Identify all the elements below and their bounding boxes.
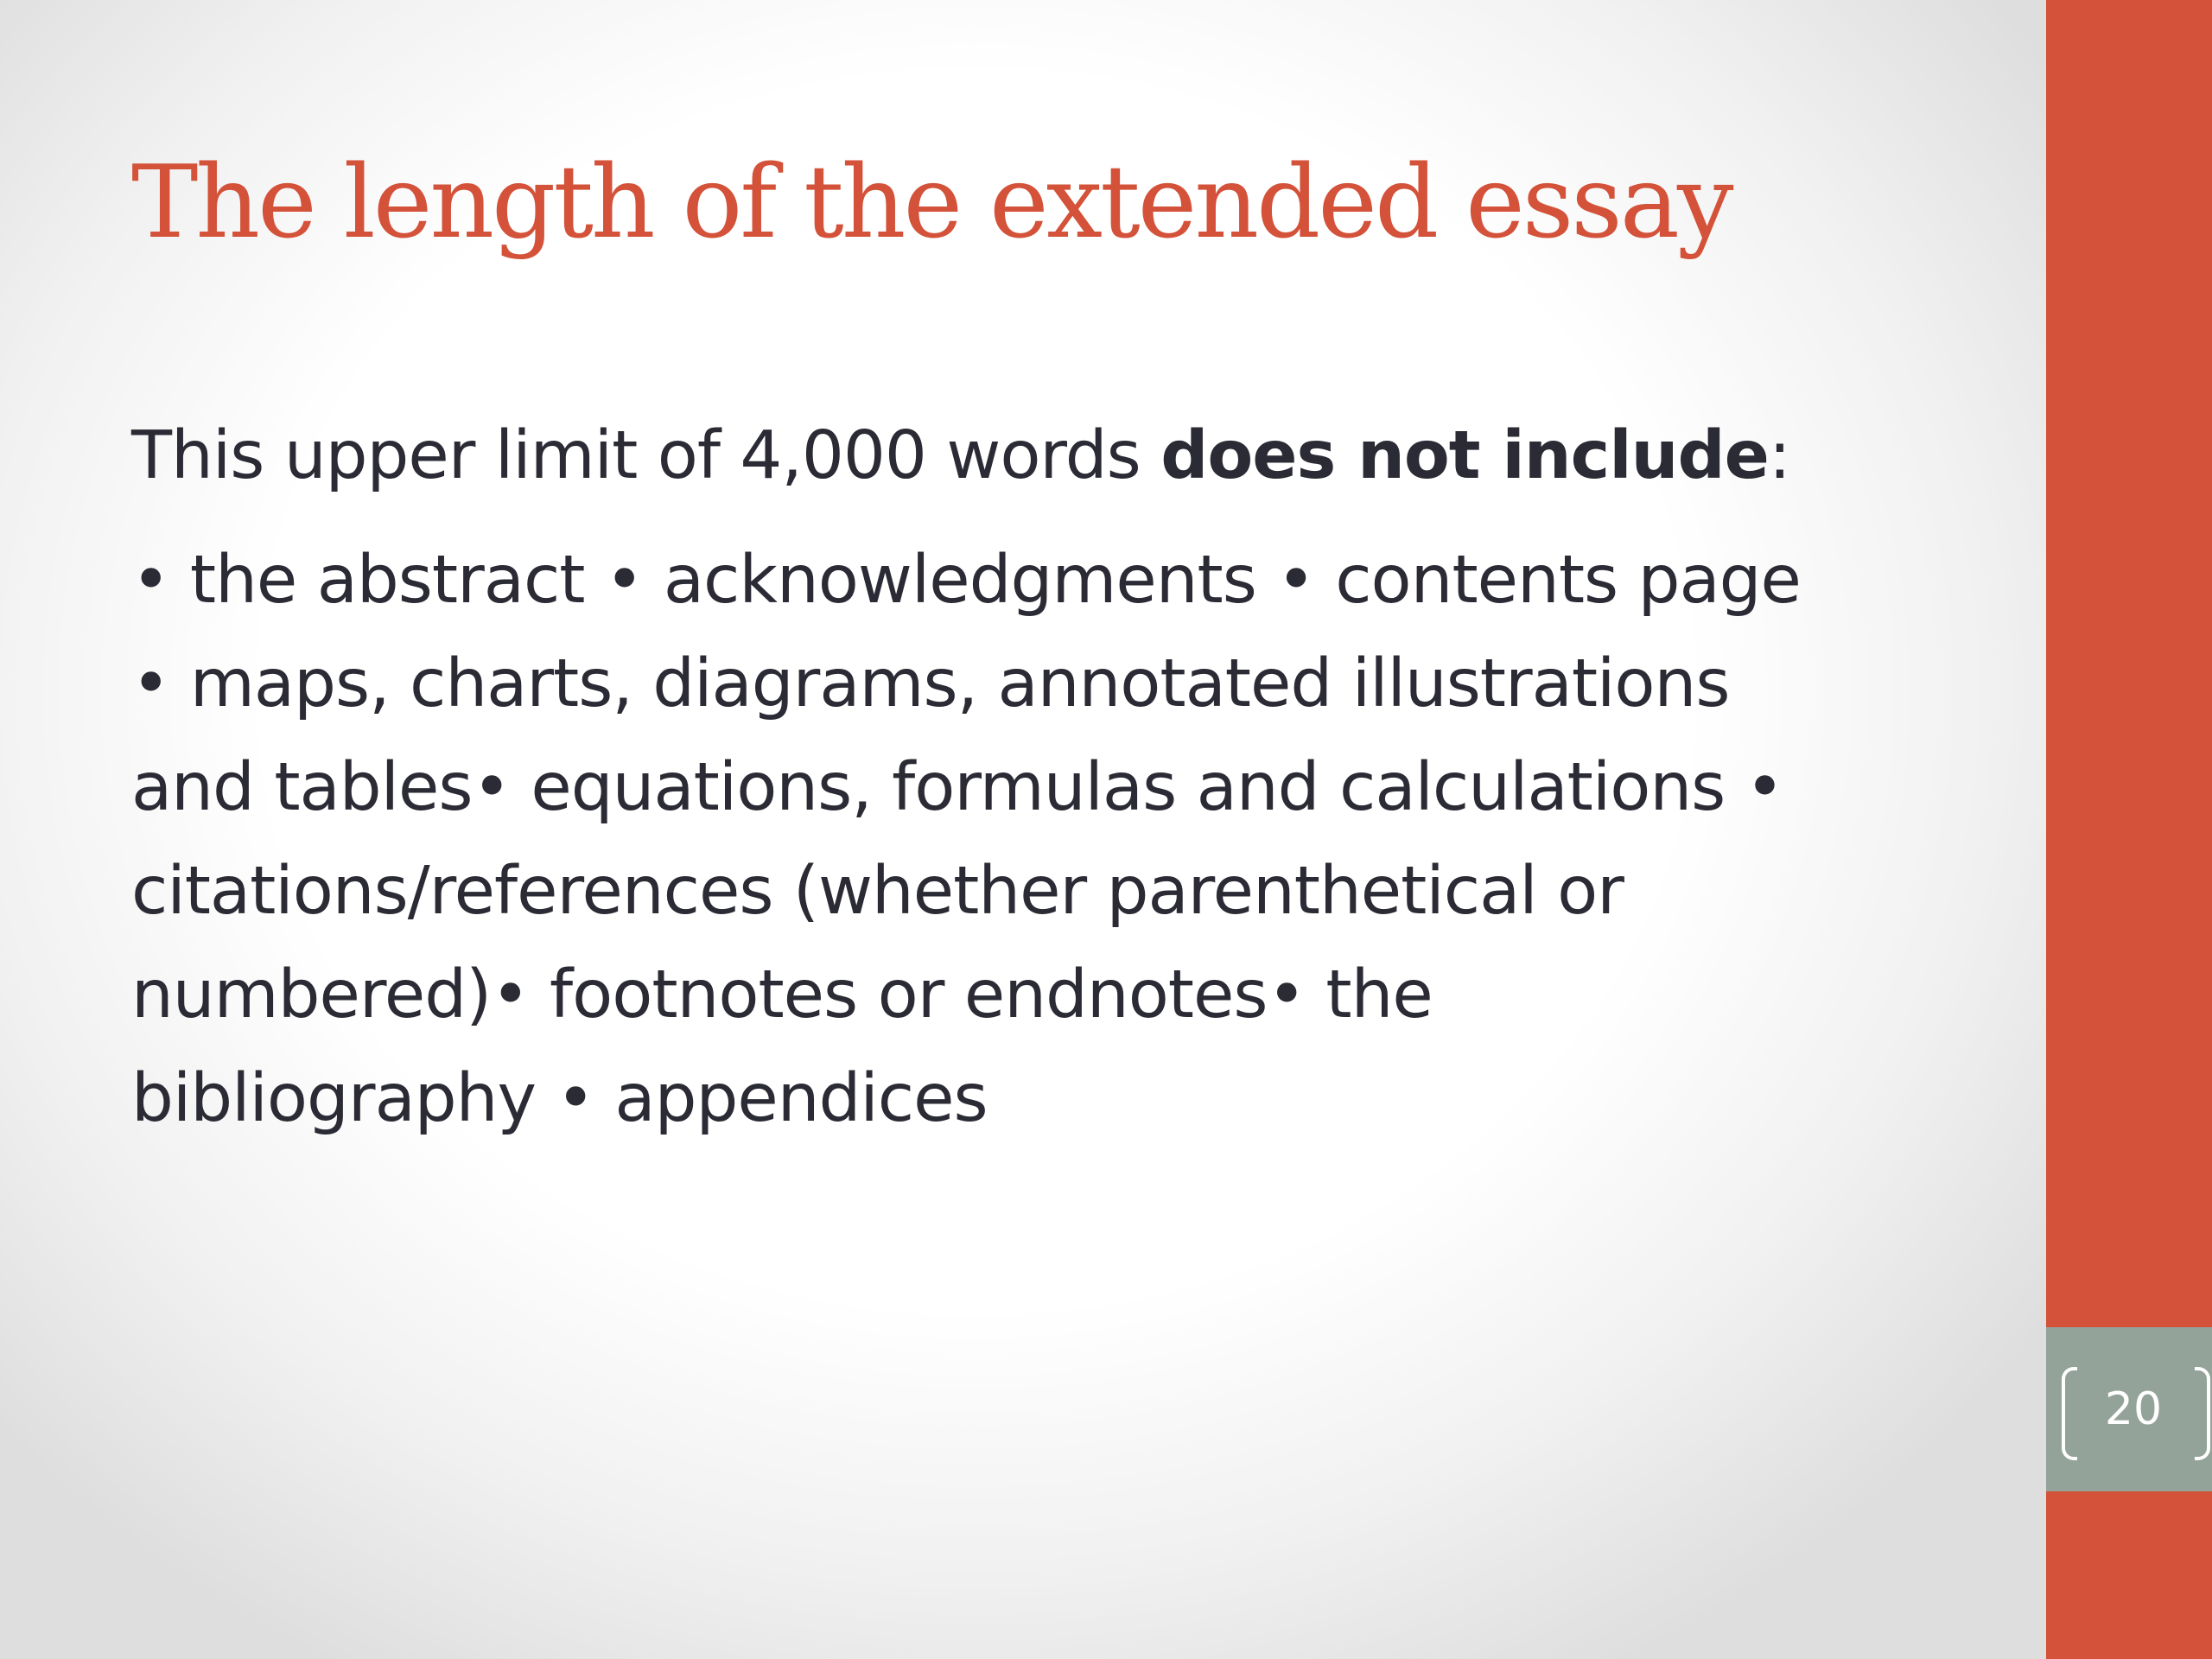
- slide-body: [131, 404, 2015, 1151]
- page-number: 20: [2104, 1383, 2163, 1435]
- intro-prefix: This upper limit of 4,000 words: [131, 417, 1161, 494]
- intro-sentence: [131, 404, 2015, 508]
- slide-title: The length of the extended essay: [131, 144, 1732, 261]
- left-bracket-icon: [2062, 1367, 2077, 1460]
- body-line-6: bibliography • appendices: [131, 1060, 988, 1137]
- body-line-4: citations/references (whether parenthetical or: [131, 853, 1624, 930]
- right-bracket-icon: [2195, 1367, 2210, 1460]
- intro-emphasis: does not include: [1160, 417, 1769, 494]
- intro-suffix: :: [1768, 417, 1790, 494]
- body-line-3: and tables• equations, formulas and calculations •: [131, 749, 1784, 826]
- body-line-1: • the abstract • acknowledgments • contents page: [131, 542, 1801, 619]
- page-number-box: [2046, 1327, 2212, 1491]
- body-line-5: numbered)• footnotes or endnotes• the: [131, 957, 1433, 1033]
- body-line-2: • maps, charts, diagrams, annotated illustrations: [131, 645, 1730, 722]
